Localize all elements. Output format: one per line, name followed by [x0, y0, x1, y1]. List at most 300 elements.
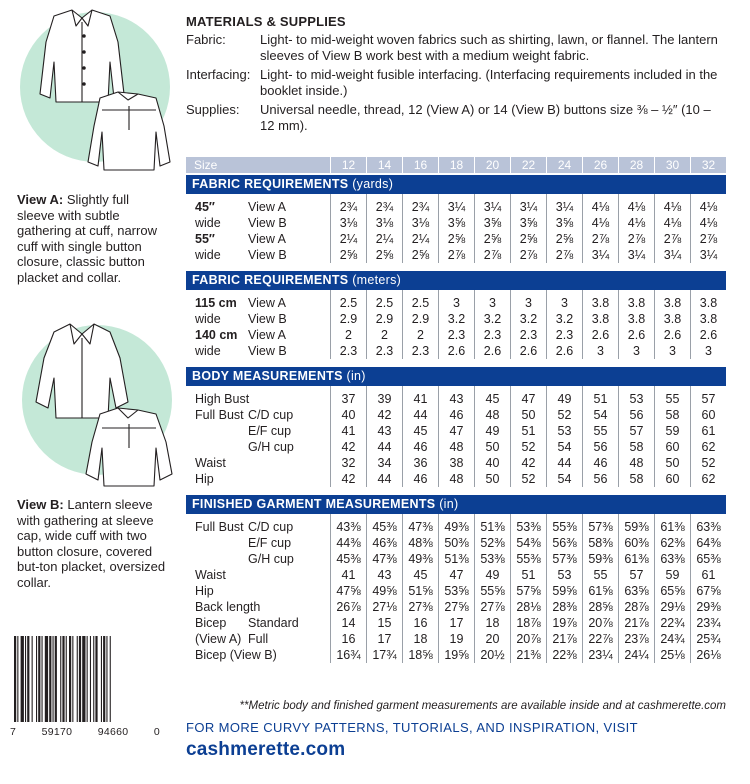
size-header-cell: 32: [690, 157, 726, 173]
table-cell: 61: [690, 567, 726, 583]
table-cell: 2: [402, 327, 438, 343]
table-row: [186, 519, 726, 535]
website-link[interactable]: cashmerette.com: [186, 739, 346, 760]
table-row: [186, 631, 726, 647]
table-cell: 20½: [474, 647, 510, 663]
table-cell: 49⅜: [438, 519, 474, 535]
materials-value: Light- to mid-weight woven fabrics such as shirting, lawn, or flannel. The lantern sleeves of View B work best with a medium weight fabric.: [260, 32, 718, 63]
table-cell: 61⅝: [582, 583, 618, 599]
row-sublabel: View A: [248, 328, 286, 342]
row-label: Bicep (View B): [195, 648, 277, 662]
section-header-bar: [186, 175, 726, 194]
table-row: [186, 567, 726, 583]
table-row: [186, 327, 726, 343]
table-cell: 3.2: [474, 311, 510, 327]
barcode-bar: [17, 636, 18, 722]
table-cell: 47⅜: [366, 551, 402, 567]
table-cell: 57⅝: [510, 583, 546, 599]
table-cell: 47: [510, 391, 546, 407]
table-cell: 42: [330, 471, 366, 487]
table-cell: 51⅝: [402, 583, 438, 599]
table-cell: 2.6: [438, 343, 474, 359]
table-cell: 2¾: [366, 199, 402, 215]
barcode-bar: [90, 636, 91, 722]
table-cell: 27⅛: [366, 599, 402, 615]
table-cell: 37: [330, 391, 366, 407]
row-sublabel: [248, 391, 330, 407]
table-cell: 60: [654, 471, 690, 487]
barcode-bar: [87, 636, 88, 722]
size-header-cell: 26: [582, 157, 618, 173]
table-row: [186, 551, 726, 567]
table-cell: 48: [474, 407, 510, 423]
table-cell: 62⅜: [654, 535, 690, 551]
table-cell: 59: [654, 567, 690, 583]
row-sublabel: [248, 599, 330, 615]
table-cell: 23¼: [582, 647, 618, 663]
table-cell: 27⅞: [474, 599, 510, 615]
table-row: [186, 615, 726, 631]
table-cell: 45⅜: [330, 551, 366, 567]
table-cell: 50⅜: [438, 535, 474, 551]
table-cell: 62: [690, 439, 726, 455]
table-cell: 46: [582, 455, 618, 471]
table-cell: 2⅞: [474, 247, 510, 263]
row-sublabel: View B: [248, 216, 287, 230]
barcode-bar: [45, 636, 48, 722]
table-cell: 62: [690, 471, 726, 487]
table-cell: 2.3: [474, 327, 510, 343]
table-cell: 24¾: [654, 631, 690, 647]
table-cell: 2⅝: [330, 247, 366, 263]
table-cell: 57⅜: [546, 551, 582, 567]
barcode-bar: [14, 636, 16, 722]
table-cell: 45: [402, 423, 438, 439]
row-label: Hip: [195, 472, 214, 486]
view-b-label: View B:: [17, 497, 64, 512]
table-cell: 51: [582, 391, 618, 407]
row-sublabel: Standard: [248, 616, 299, 630]
row-label: [186, 439, 248, 455]
table-cell: 52: [546, 407, 582, 423]
table-cell: 41: [402, 391, 438, 407]
table-cell: 29⅜: [690, 599, 726, 615]
barcode-bar: [60, 636, 61, 722]
barcode-bar: [27, 636, 29, 722]
table-cell: 45⅜: [366, 519, 402, 535]
row-label: wide: [195, 216, 221, 230]
materials-row-supplies: [186, 102, 726, 134]
table-cell: 55: [654, 391, 690, 407]
barcode-bar: [79, 636, 81, 722]
size-header-cell: 30: [654, 157, 690, 173]
table-cell: 47⅜: [402, 519, 438, 535]
table-cell: 2.3: [510, 327, 546, 343]
table-cell: 63⅜: [690, 519, 726, 535]
barcode-bar: [82, 636, 85, 722]
table-cell: 57: [618, 423, 654, 439]
table-cell: 18: [402, 631, 438, 647]
table-cell: 3.8: [690, 311, 726, 327]
table-cell: 42: [366, 407, 402, 423]
table-cell: 2.6: [474, 343, 510, 359]
row-sublabel: [248, 455, 330, 471]
table-cell: 3.8: [690, 295, 726, 311]
barcode: [12, 636, 152, 724]
table-cell: 59: [654, 423, 690, 439]
table-cell: 3: [474, 295, 510, 311]
row-sublabel: C/D cup: [248, 408, 294, 422]
table-cell: 50: [474, 471, 510, 487]
materials-key: Fabric:: [186, 32, 226, 47]
table-cell: 60: [690, 407, 726, 423]
table-cell: 2.3: [546, 327, 582, 343]
table-cell: 58⅜: [582, 535, 618, 551]
row-sublabel: View B: [248, 248, 287, 262]
section-header-bar: [186, 367, 726, 386]
table-cell: 18⅞: [510, 615, 546, 631]
view-a-caption: [17, 192, 167, 285]
table-cell: 3¼: [510, 199, 546, 215]
section-title: FABRIC REQUIREMENTS: [192, 177, 349, 191]
table-cell: 41: [330, 567, 366, 583]
row-label: [186, 423, 248, 439]
row-label: wide: [195, 312, 221, 326]
table-cell: 28⅜: [546, 599, 582, 615]
table-cell: 4⅛: [618, 199, 654, 215]
barcode-digits: [10, 726, 160, 738]
left-column: [0, 0, 175, 784]
table-cell: 2.3: [366, 343, 402, 359]
table-cell: 3.2: [438, 311, 474, 327]
table-cell: 4⅛: [582, 199, 618, 215]
barcode-bar: [49, 636, 51, 722]
table-cell: 2⅝: [546, 231, 582, 247]
table-cell: 61⅜: [654, 519, 690, 535]
table-cell: 3¼: [582, 247, 618, 263]
row-label: 140 cm: [195, 328, 238, 342]
section-unit: (in): [346, 369, 366, 383]
table-cell: 2.6: [618, 327, 654, 343]
table-cell: 51⅜: [438, 551, 474, 567]
table-cell: 2.9: [366, 311, 402, 327]
barcode-bar: [53, 636, 54, 722]
table-cell: 65⅜: [690, 551, 726, 567]
table-row: [186, 535, 726, 551]
table-row: [186, 343, 726, 359]
table-cell: 59⅜: [618, 519, 654, 535]
barcode-digit-group: 0: [153, 726, 160, 738]
barcode-bar: [110, 636, 111, 722]
table-cell: 45: [402, 567, 438, 583]
barcode-bar: [32, 636, 33, 722]
table-row: [186, 407, 726, 423]
table-cell: 48⅜: [402, 535, 438, 551]
table-cell: 3¼: [438, 199, 474, 215]
table-cell: 4⅛: [654, 199, 690, 215]
size-header-cell: 14: [366, 157, 402, 173]
table-cell: 52: [690, 455, 726, 471]
table-cell: 46: [402, 471, 438, 487]
table-cell: 48: [438, 439, 474, 455]
materials-row-interfacing: [186, 67, 726, 99]
table-cell: 44: [546, 455, 582, 471]
table-cell: 3.8: [582, 295, 618, 311]
barcode-digit-group: 59170: [41, 726, 73, 738]
view-b-shirt-illustration: [14, 318, 174, 488]
table-cell: 21⅞: [546, 631, 582, 647]
table-cell: 21⅜: [510, 647, 546, 663]
size-section: [186, 495, 726, 663]
table-cell: 18: [474, 615, 510, 631]
table-cell: 2¼: [366, 231, 402, 247]
table-cell: 15: [366, 615, 402, 631]
row-sublabel: View A: [248, 232, 286, 246]
table-cell: 54: [582, 407, 618, 423]
table-cell: 55: [582, 567, 618, 583]
table-cell: 32: [330, 455, 366, 471]
table-cell: 46: [402, 439, 438, 455]
table-cell: 19⅞: [546, 615, 582, 631]
barcode-bar: [93, 636, 94, 722]
table-cell: 34: [366, 455, 402, 471]
table-cell: 3: [654, 343, 690, 359]
table-cell: 3⅛: [330, 215, 366, 231]
table-cell: 45: [474, 391, 510, 407]
table-cell: 2.6: [690, 327, 726, 343]
table-cell: 56: [582, 439, 618, 455]
materials-section: [186, 14, 726, 134]
table-cell: 3¼: [654, 247, 690, 263]
table-cell: 28⅝: [582, 599, 618, 615]
table-cell: 27⅝: [438, 599, 474, 615]
table-cell: 47⅝: [330, 583, 366, 599]
section-unit: (meters): [352, 273, 402, 287]
table-cell: 49: [546, 391, 582, 407]
barcode-digit-group: 7: [10, 726, 17, 738]
table-cell: 3.8: [654, 295, 690, 311]
section-unit: (in): [439, 497, 459, 511]
table-cell: 53⅜: [474, 551, 510, 567]
table-cell: 27⅜: [402, 599, 438, 615]
table-cell: 2⅝: [474, 231, 510, 247]
table-cell: 2: [330, 327, 366, 343]
table-cell: 2.3: [330, 343, 366, 359]
table-cell: 53⅝: [438, 583, 474, 599]
row-sublabel: G/H cup: [248, 552, 294, 566]
table-cell: 40: [474, 455, 510, 471]
table-cell: 55⅜: [546, 519, 582, 535]
materials-title: MATERIALS & SUPPLIES: [186, 14, 346, 29]
size-section: [186, 175, 726, 263]
section-unit: (yards): [352, 177, 394, 191]
table-cell: 2.6: [654, 327, 690, 343]
table-cell: 24¼: [618, 647, 654, 663]
size-header-row: [186, 157, 726, 173]
row-sublabel: View A: [248, 200, 286, 214]
table-cell: 49: [474, 567, 510, 583]
table-cell: 44: [366, 439, 402, 455]
table-cell: 44: [366, 471, 402, 487]
table-cell: 2.5: [330, 295, 366, 311]
table-cell: 55⅝: [474, 583, 510, 599]
table-cell: 39: [366, 391, 402, 407]
table-cell: 20⅞: [582, 615, 618, 631]
table-cell: 3.8: [618, 311, 654, 327]
table-cell: 2.6: [582, 327, 618, 343]
table-cell: 53: [546, 423, 582, 439]
table-cell: 16¾: [330, 647, 366, 663]
barcode-bar: [66, 636, 67, 722]
table-cell: 3¼: [618, 247, 654, 263]
table-cell: 26⅛: [690, 647, 726, 663]
materials-value: Light- to mid-weight fusible interfacing. (Interfacing requirements included in the booklet inside.): [260, 67, 718, 98]
table-cell: 56⅜: [546, 535, 582, 551]
row-sublabel: [248, 567, 330, 583]
row-label: [186, 551, 248, 567]
view-a-label: View A:: [17, 192, 64, 207]
table-cell: 14: [330, 615, 366, 631]
table-cell: 3: [690, 343, 726, 359]
row-label: Back length: [195, 600, 261, 614]
table-cell: 2¾: [402, 199, 438, 215]
table-cell: 57: [618, 567, 654, 583]
row-label: Waist: [195, 456, 226, 470]
table-cell: 52⅜: [474, 535, 510, 551]
table-cell: 2.9: [330, 311, 366, 327]
barcode-bar: [101, 636, 102, 722]
row-sublabel: C/D cup: [248, 520, 294, 534]
table-cell: 64⅜: [690, 535, 726, 551]
table-row: [186, 583, 726, 599]
row-label: Full Bust: [195, 408, 244, 422]
table-cell: 2⅞: [510, 247, 546, 263]
cta-text: FOR MORE CURVY PATTERNS, TUTORIALS, AND INSPIRATION, VISIT: [186, 720, 639, 735]
table-cell: 57: [690, 391, 726, 407]
table-cell: 42: [330, 439, 366, 455]
table-cell: 51⅜: [474, 519, 510, 535]
table-cell: 3: [438, 295, 474, 311]
table-cell: 38: [438, 455, 474, 471]
table-cell: 3: [546, 295, 582, 311]
table-row: [186, 423, 726, 439]
table-cell: 50: [474, 439, 510, 455]
barcode-bar: [95, 636, 97, 722]
table-cell: 4⅛: [690, 215, 726, 231]
table-cell: 52: [510, 471, 546, 487]
table-row: [186, 599, 726, 615]
table-cell: 55: [582, 423, 618, 439]
table-cell: 41: [330, 423, 366, 439]
size-header-cell: 28: [618, 157, 654, 173]
table-cell: 3⅝: [438, 215, 474, 231]
row-label: 115 cm: [195, 296, 237, 310]
table-cell: 28⅛: [510, 599, 546, 615]
table-cell: 3¼: [546, 199, 582, 215]
barcode-bar: [106, 636, 107, 722]
table-cell: 67⅝: [690, 583, 726, 599]
table-cell: 59⅝: [546, 583, 582, 599]
table-cell: 49: [474, 423, 510, 439]
table-cell: 53⅜: [510, 519, 546, 535]
table-cell: 3.2: [510, 311, 546, 327]
section-title: FINISHED GARMENT MEASUREMENTS: [192, 497, 436, 511]
table-row: [186, 295, 726, 311]
table-cell: 44: [402, 407, 438, 423]
table-cell: 57⅜: [582, 519, 618, 535]
table-cell: 48: [438, 471, 474, 487]
table-cell: 47: [438, 423, 474, 439]
table-cell: 2⅞: [438, 247, 474, 263]
row-sublabel: G/H cup: [248, 440, 294, 454]
table-cell: 43: [438, 391, 474, 407]
table-cell: 2¼: [402, 231, 438, 247]
table-cell: 2.6: [546, 343, 582, 359]
table-cell: 54: [546, 439, 582, 455]
table-cell: 49⅝: [366, 583, 402, 599]
table-cell: 2⅞: [618, 231, 654, 247]
table-cell: 25¾: [690, 631, 726, 647]
table-cell: 2⅞: [654, 231, 690, 247]
table-cell: 4⅛: [654, 215, 690, 231]
row-label: 45″: [195, 200, 215, 214]
table-cell: 50: [654, 455, 690, 471]
table-cell: 2⅝: [438, 231, 474, 247]
table-cell: 3.2: [546, 311, 582, 327]
table-cell: 2⅝: [510, 231, 546, 247]
table-cell: 2.3: [438, 327, 474, 343]
table-cell: 19: [438, 631, 474, 647]
barcode-bar: [72, 636, 73, 722]
table-cell: 54: [546, 471, 582, 487]
table-cell: 22¾: [654, 615, 690, 631]
table-cell: 3.8: [618, 295, 654, 311]
size-section: [186, 367, 726, 487]
table-cell: 21⅞: [618, 615, 654, 631]
table-cell: 20⅞: [510, 631, 546, 647]
table-cell: 55⅜: [510, 551, 546, 567]
row-sublabel: [248, 583, 330, 599]
table-row: [186, 215, 726, 231]
table-cell: 56: [582, 471, 618, 487]
size-chart-table: [186, 157, 726, 663]
table-cell: 19⅝: [438, 647, 474, 663]
table-cell: 2¼: [330, 231, 366, 247]
table-cell: 51: [510, 423, 546, 439]
materials-key: Supplies:: [186, 102, 240, 117]
row-label: 55″: [195, 232, 215, 246]
table-cell: 40: [330, 407, 366, 423]
table-cell: 42: [510, 455, 546, 471]
table-cell: 63⅝: [618, 583, 654, 599]
table-cell: 26⅞: [330, 599, 366, 615]
view-b-description: Lantern sleeve with gathering at sleeve cap, wide cuff with two button closure, covered but-ton placket, oversized collar.: [17, 497, 166, 590]
table-cell: 3: [582, 343, 618, 359]
view-a-shirt-illustration: [14, 2, 174, 172]
row-sublabel: [248, 647, 330, 663]
row-label: wide: [195, 344, 221, 358]
table-cell: 43: [366, 567, 402, 583]
table-cell: 43: [366, 423, 402, 439]
table-cell: 2.5: [402, 295, 438, 311]
table-cell: 4⅛: [618, 215, 654, 231]
table-row: [186, 647, 726, 663]
table-cell: 65⅝: [654, 583, 690, 599]
table-cell: 61⅜: [618, 551, 654, 567]
row-label: Hip: [195, 584, 214, 598]
barcode-bar: [55, 636, 57, 722]
table-cell: 16: [402, 615, 438, 631]
